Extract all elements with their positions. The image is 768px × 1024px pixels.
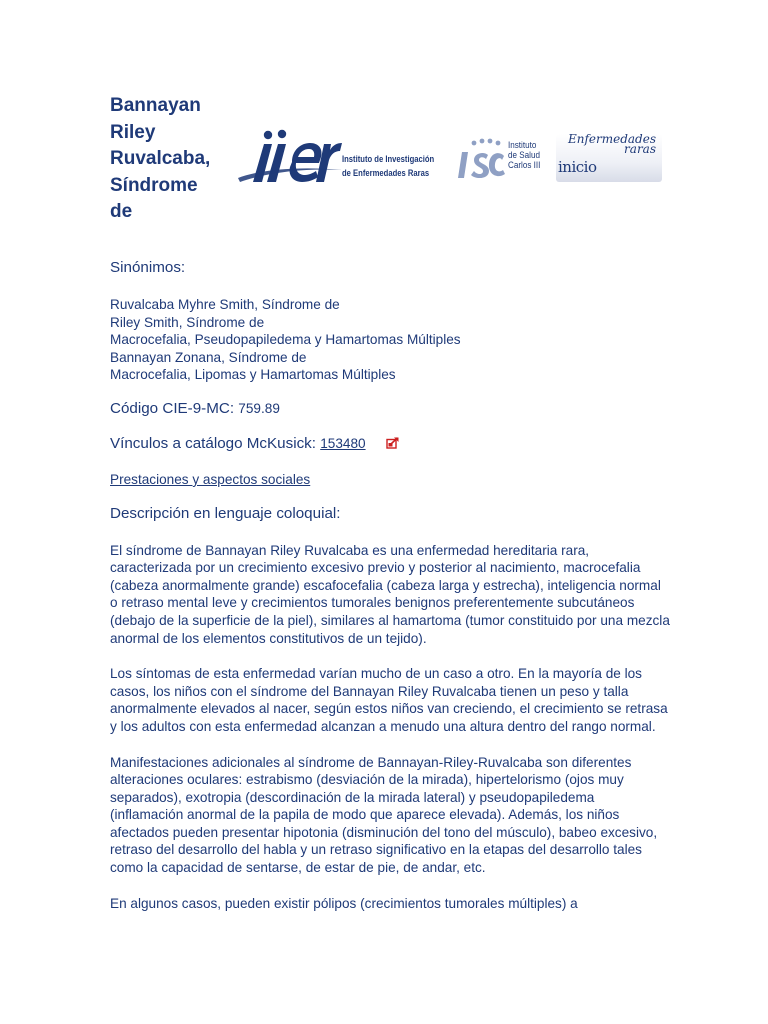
external-link-icon[interactable]	[386, 437, 399, 449]
synonyms-list	[110, 296, 670, 384]
synonym-item: Bannayan Zonana, Síndrome de	[110, 349, 307, 365]
iier-logo	[238, 126, 344, 186]
synonym-item: Ruvalcaba Myhre Smith, Síndrome de	[110, 297, 340, 312]
synonym-item: Riley Smith, Síndrome de	[110, 314, 265, 330]
logo-banner	[238, 126, 668, 190]
cie-code-line	[110, 399, 670, 419]
isciii-logo-text: Instituto de Salud Carlos III	[508, 140, 541, 170]
description-paragraph: En algunos casos, pueden existir pólipos (crecimientos tumorales múltiples) a	[110, 895, 578, 911]
isciii-logo	[456, 138, 508, 182]
enfermedades-raras-title: Enfermedades raras	[567, 132, 656, 156]
page-title: Bannayan Riley Ruvalcaba, Síndrome de	[110, 95, 211, 222]
description-paragraph: Los síntomas de esta enfermedad varían mucho de un caso a otro. En la mayoría de los casos, los niños con el síndrome del Bannayan Riley Ruvalcaba tienen un peso y talla anormalmente elevados al nacer, según estos niños van creciendo, el crecimiento se retrasa y los adultos con esta enfermedad alcanzan a menudo una altura dentro del rango normal.	[110, 666, 668, 734]
description-paragraph: Manifestaciones adicionales al síndrome de Bannayan-Riley-Ruvalcaba son diferentes alteraciones oculares: estrabismo (desviación de la mirada), hipertelorismo (ojos muy separados), exotropia (descordinación de la mirada lateral) y pseudopapiledema (inflamación anormal de la papila de modo que aparece elevada). Además, los niños afectados pueden presentar hipotonia (disminución del tono del músculo), babeo excesivo, retraso del desarrollo del habla y un retraso significativo en la etapas del desarrollo tales como la capacidad de sentarse, de estar de pie, de andar, etc.	[110, 754, 658, 876]
description-paragraph: El síndrome de Bannayan Riley Ruvalcaba es una enfermedad hereditaria rara, caracterizada por un crecimiento excesivo previo y posterior al nacimiento, macrocefalia (cabeza anormalmente grande) escafocefalia (cabeza larga y estrecha), inteligencia normal o retraso mental leve y crecimientos tumorales benignos preferentemente subcutáneos (debajo de la superficie de la piel), similares al hamartoma (tumor constituido por una mezcla anormal de los elementos constitutivos de un tejido).	[110, 542, 670, 646]
iier-logo-text: Instituto de Investigación de Enfermedades Raras	[342, 154, 435, 178]
mckusick-line	[110, 434, 670, 454]
mckusick-link[interactable]: 153480	[320, 435, 366, 451]
benefits-link[interactable]: Prestaciones y aspectos sociales	[110, 471, 311, 487]
inicio-label: inicio	[558, 158, 597, 176]
synonym-item: Macrocefalia, Pseudopapiledema y Hamartomas Múltiples	[110, 332, 461, 348]
description-heading: Descripción en lenguaje coloquial:	[110, 504, 341, 522]
cie-code-value: 759.89	[238, 400, 280, 416]
synonym-item: Macrocefalia, Lipomas y Hamartomas Múltiples	[110, 367, 396, 383]
main-content	[110, 258, 670, 912]
cie-code-label: Código CIE-9-MC:	[110, 399, 239, 417]
benefits-line	[110, 471, 670, 489]
enfermedades-raras-home-logo[interactable]	[556, 134, 662, 182]
mckusick-label: Vínculos a catálogo McKusick:	[110, 434, 321, 452]
synonyms-heading: Sinónimos:	[110, 259, 186, 276]
